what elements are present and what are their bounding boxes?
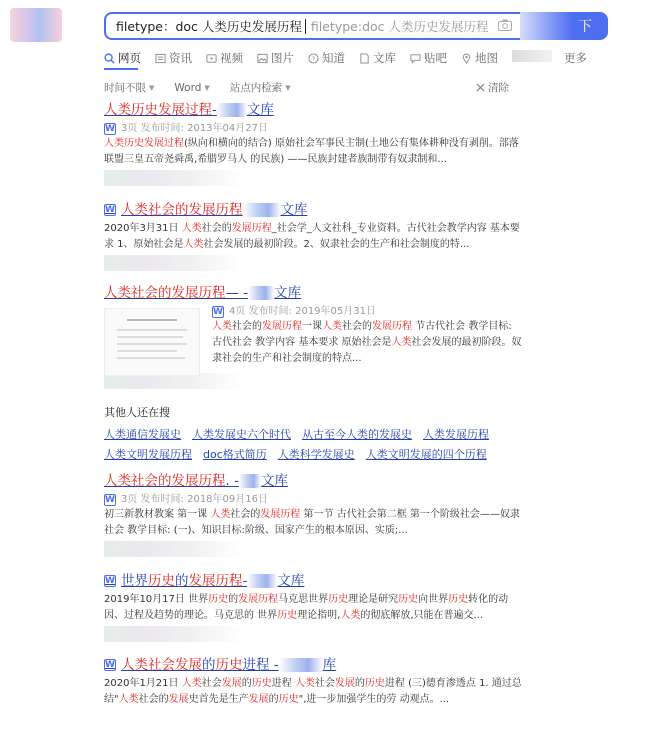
- obscured-text: [239, 474, 261, 488]
- title-text: -: [242, 573, 248, 589]
- site-filter[interactable]: [230, 80, 291, 95]
- chevron-down-icon: ▼: [149, 83, 155, 92]
- tab-tieba[interactable]: [410, 50, 447, 66]
- question-icon: [308, 53, 319, 64]
- video-icon: [206, 53, 217, 64]
- svg-text:?: ?: [311, 54, 316, 63]
- search-query-text: filetype：doc 人类历史发展历程: [116, 19, 302, 34]
- tab-wenku[interactable]: [359, 50, 396, 66]
- obscured-text: [248, 286, 274, 300]
- title-text: 的: [175, 573, 189, 589]
- related-search-link[interactable]: doc格式简历: [203, 448, 267, 461]
- title-text: -: [212, 102, 217, 118]
- related-search-link[interactable]: 人类发展历程: [423, 428, 489, 441]
- result-meta: [212, 305, 524, 319]
- title-text: 进程 -: [242, 657, 279, 673]
- site-filter-label: 站点内检索: [229, 82, 283, 94]
- result-snippet: 2020年1月21日 人类社会发展的历史进程 人类社会发展的历史进程 (三)德育渗透点 1. 通过总结"人类社会的发展史首先是生产发展的历史",进一步加强学生的劳 动观点。...: [104, 678, 522, 705]
- tab-label: 视频: [220, 51, 243, 65]
- time-filter-label: 时间不限: [104, 82, 146, 94]
- related-search-link[interactable]: 人类发展史六个时代: [192, 428, 291, 441]
- word-doc-icon: W: [105, 124, 115, 134]
- tab-label: 贴吧: [424, 51, 447, 65]
- title-source: 库: [322, 657, 337, 673]
- search-icon: [104, 53, 115, 64]
- tab-label: 更多: [564, 51, 587, 65]
- related-row: [104, 426, 500, 442]
- title-highlight: 人类社会的发展历程: [104, 285, 226, 301]
- search-result: [104, 201, 524, 271]
- related-search-link[interactable]: 从古至今人类的发展史: [302, 428, 412, 441]
- chevron-down-icon: ▼: [204, 83, 210, 92]
- result-title-link[interactable]: [104, 201, 524, 219]
- tab-images[interactable]: [257, 50, 294, 66]
- related-searches: [104, 404, 500, 466]
- title-highlight: 历史: [215, 657, 243, 673]
- search-result: [104, 101, 524, 186]
- image-icon: [257, 53, 268, 64]
- obscured-text: [243, 203, 281, 217]
- text-caret: [305, 19, 306, 34]
- search-result: [104, 472, 524, 557]
- tab-label: 知道: [322, 51, 345, 65]
- result-meta: [104, 122, 524, 136]
- tab-video[interactable]: [206, 50, 243, 66]
- tab-label: 地图: [475, 51, 498, 65]
- result-meta: [104, 493, 524, 507]
- search-button-label: 下: [578, 19, 592, 35]
- close-icon: [476, 83, 485, 92]
- title-highlight: 历史: [148, 573, 175, 589]
- search-result: [104, 656, 524, 708]
- result-snippet: 2020年3月31日 人类社会的发展历程_社会学_人文社科_专业资料。古代社会教学内容 基本要求 1、原始社会是人类社会发展的最初阶段。2、奴隶社会的生产和社会制度的特...: [104, 223, 520, 250]
- clear-filter-button[interactable]: [476, 80, 509, 95]
- tab-label: 网页: [118, 51, 141, 65]
- related-row: [104, 446, 500, 462]
- result-title-link[interactable]: [104, 656, 524, 674]
- word-doc-icon: W: [105, 576, 115, 586]
- title-highlight: 人类历史发展过程: [104, 102, 212, 118]
- title-source: 文库: [277, 573, 305, 589]
- title-highlight: 人类社会的发展历程: [121, 202, 243, 218]
- obscured-source: [104, 170, 244, 186]
- forum-icon: [410, 53, 421, 64]
- news-icon: [155, 53, 166, 64]
- title-text: 的: [202, 657, 216, 673]
- result-source[interactable]: [104, 170, 524, 186]
- obscured-text: [247, 574, 277, 588]
- baidu-logo[interactable]: [10, 8, 62, 42]
- clear-filter-label: 清除: [488, 82, 509, 94]
- tab-label: 资讯: [169, 51, 192, 65]
- tab-label: 文库: [373, 51, 396, 65]
- chevron-down-icon: ▼: [285, 83, 291, 92]
- tab-bar: [104, 50, 601, 66]
- search-result: [104, 572, 524, 642]
- obscured-tab[interactable]: [512, 50, 552, 62]
- map-pin-icon: [461, 53, 472, 64]
- result-source[interactable]: [104, 626, 524, 642]
- document-icon: [359, 53, 370, 64]
- search-input[interactable]: [104, 12, 524, 40]
- meta-text: 4页 发布时间: 2019年05月31日: [229, 306, 376, 317]
- result-source[interactable]: [104, 541, 524, 557]
- result-title-link[interactable]: [104, 472, 524, 490]
- title-highlight: 人类社会发展: [121, 657, 202, 673]
- search-suggestion-hint: filetype:doc 人类历史发展历程: [310, 19, 489, 34]
- result-snippet: 人类历史发展过程(纵向和横向的结合) 原始社会军事民主制(土地公有集体耕种没有剥削。部落联盟三皇五帝尧舜禹,希腊罗马人 的民族) ——民族封建者族制带有奴隶制和...: [104, 138, 519, 165]
- result-title-link[interactable]: [104, 101, 524, 119]
- word-doc-icon: W: [105, 495, 115, 505]
- meta-text: 3页 发布时间: 2013年04月27日: [121, 123, 268, 134]
- word-doc-icon: W: [105, 660, 115, 670]
- filter-bar: [104, 80, 509, 95]
- title-source: 文库: [280, 202, 308, 218]
- title-source: 文库: [246, 102, 274, 118]
- tab-map[interactable]: [461, 50, 498, 66]
- result-title-link[interactable]: [104, 284, 524, 302]
- obscured-source: [104, 541, 244, 557]
- tab-news[interactable]: [155, 50, 192, 66]
- tab-zhidao[interactable]: [308, 50, 345, 66]
- related-search-link[interactable]: 人类科学发展史: [277, 448, 355, 461]
- title-highlight: 人类社会的发展历程: [104, 473, 226, 489]
- related-search-link[interactable]: 人类文明发展历程: [104, 448, 192, 461]
- related-searches-title: 其他人还在搜: [104, 406, 170, 419]
- related-search-link[interactable]: 人类通信发展史: [104, 428, 181, 441]
- tab-web[interactable]: [104, 50, 141, 66]
- result-snippet: 2019年10月17日 世界历史的发展历程马克思世界历史理论是研究历史向世界历史转化的动因、过程及趋势的理论。马克思的 世界历史理论指明,人类的彻底解放,只能在普遍交...: [104, 594, 509, 621]
- obscured-text: [217, 103, 247, 117]
- related-search-link[interactable]: 人类文明发展的四个历程: [365, 448, 487, 461]
- title-text: 世界: [121, 573, 148, 589]
- title-source: 文库: [260, 473, 288, 489]
- obscured-source: [104, 255, 244, 271]
- obscured-text: [279, 658, 323, 672]
- title-text: . -: [225, 473, 239, 489]
- title-source: 文库: [274, 285, 302, 301]
- active-tab-indicator: [104, 68, 138, 70]
- result-snippet: 初三新教材教案 第一课 人类社会的发展历程 第一节 古代社会第二框 第一个阶级社会——奴隶社会 教学目标: (一)、知识目标:阶级、国家产生的根本原因、实质;...: [104, 509, 520, 536]
- result-source[interactable]: [104, 255, 524, 271]
- meta-text: 3页 发布时间: 2018年09月16日: [121, 494, 268, 505]
- camera-icon[interactable]: [498, 19, 512, 31]
- search-result: [104, 284, 524, 389]
- format-filter-label: Word: [174, 81, 202, 94]
- result-body: [212, 305, 524, 367]
- search-button[interactable]: [520, 12, 608, 40]
- obscured-source: [104, 626, 244, 642]
- result-snippet: 人类社会的发展历程一课人类社会的发展历程 节古代社会 教学目标: 古代社会 教学内容 基本要求 原始社会是人类社会发展的最初阶段。奴隶社会的生产和社会制度的特点...: [212, 321, 522, 364]
- tab-more[interactable]: [564, 50, 587, 66]
- word-doc-icon: W: [213, 307, 223, 317]
- title-highlight: 发展历程: [188, 573, 243, 589]
- result-title-link[interactable]: [104, 572, 524, 590]
- title-text: — -: [225, 285, 249, 301]
- document-thumbnail[interactable]: [104, 308, 200, 376]
- word-doc-icon: W: [105, 205, 115, 215]
- tab-label: 图片: [271, 51, 294, 65]
- time-filter[interactable]: [104, 80, 154, 95]
- format-filter[interactable]: [174, 80, 209, 95]
